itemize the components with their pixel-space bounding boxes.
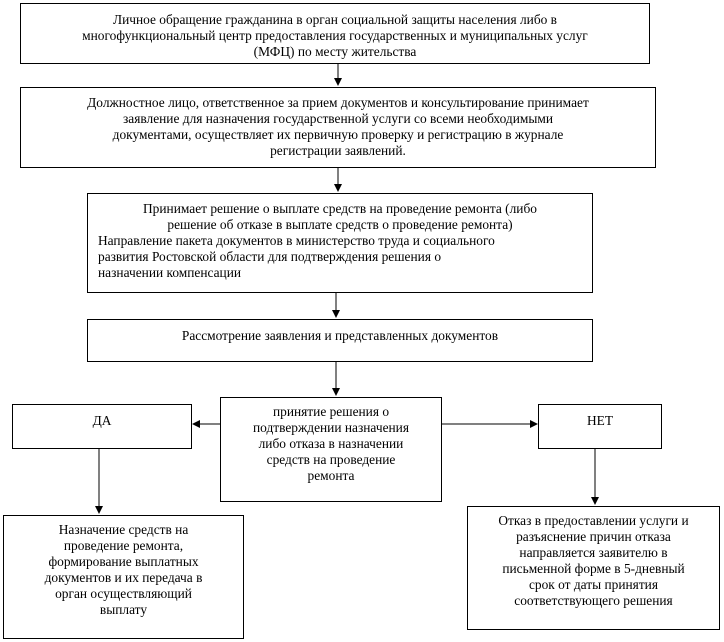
yes-label: ДА [92, 413, 112, 428]
step2-line: заявление для назначения государственной услуги со всеми необходимыми [122, 111, 554, 126]
step3-line: развития Ростовской области для подтверждения решения о [98, 249, 442, 264]
yes-result-line: выплату [99, 602, 148, 617]
step4-text: Рассмотрение заявления и представленных документов [181, 328, 499, 343]
no-result-line: разъяснение причин отказа [516, 529, 671, 544]
decision-line: средств на проведение [266, 452, 396, 467]
step1-line: (МФЦ) по месту жительства [253, 44, 417, 59]
no-result-line: письменной форме в 5-дневный [502, 561, 685, 576]
step3-line: Принимает решение о выплате средств на проведение ремонта (либо [143, 201, 537, 216]
step3-line: решение об отказе в выплате средств о проведение ремонта) [167, 217, 513, 232]
yes-result-line: орган осуществляющий [55, 586, 192, 601]
no-branch-box [538, 404, 662, 449]
no-label: НЕТ [586, 413, 614, 428]
yes-result-line: формирование выплатных [48, 554, 199, 569]
yes-branch-box [12, 404, 192, 449]
yes-result-line: документов и их передача в [44, 570, 203, 585]
step2-line: документами, осуществляет их первичную проверку и регистрацию в журнале [112, 127, 564, 142]
step2-line: Должностное лицо, ответственное за прием документов и консультирование принимает [87, 95, 589, 110]
step1-appeal-box [20, 3, 650, 64]
decision-line: либо отказа в назначении [258, 436, 404, 451]
no-result-line: срок от даты принятия [528, 577, 659, 592]
no-result-line: Отказ в предоставлении услуги и [498, 513, 689, 528]
step1-line: Личное обращение гражданина в орган социальной защиты населения либо в [112, 12, 558, 27]
no-result-line: соответствующего решения [514, 593, 673, 608]
decision-line: принятие решения о [272, 404, 390, 419]
decision-box [220, 397, 442, 502]
step4-review-box [87, 319, 593, 362]
step2-line: регистрации заявлений. [270, 143, 406, 158]
step3-line: Направление пакета документов в министерство труда и социального [98, 233, 495, 248]
yes-result-line: проведение ремонта, [63, 538, 184, 553]
yes-result-line: Назначение средств на [58, 522, 189, 537]
step3-line: назначении компенсации [98, 265, 242, 280]
decision-line: подтверждении назначения [252, 420, 410, 435]
no-result-box [467, 506, 720, 630]
yes-result-box [3, 515, 244, 639]
decision-line: ремонта [307, 468, 355, 483]
step3-decision-payment-box [87, 193, 593, 293]
step2-registration-box [20, 87, 656, 168]
no-result-line: направляется заявителю в [519, 545, 668, 560]
step1-line: многофункциональный центр предоставления государственных и муниципальных услуг [82, 28, 588, 43]
